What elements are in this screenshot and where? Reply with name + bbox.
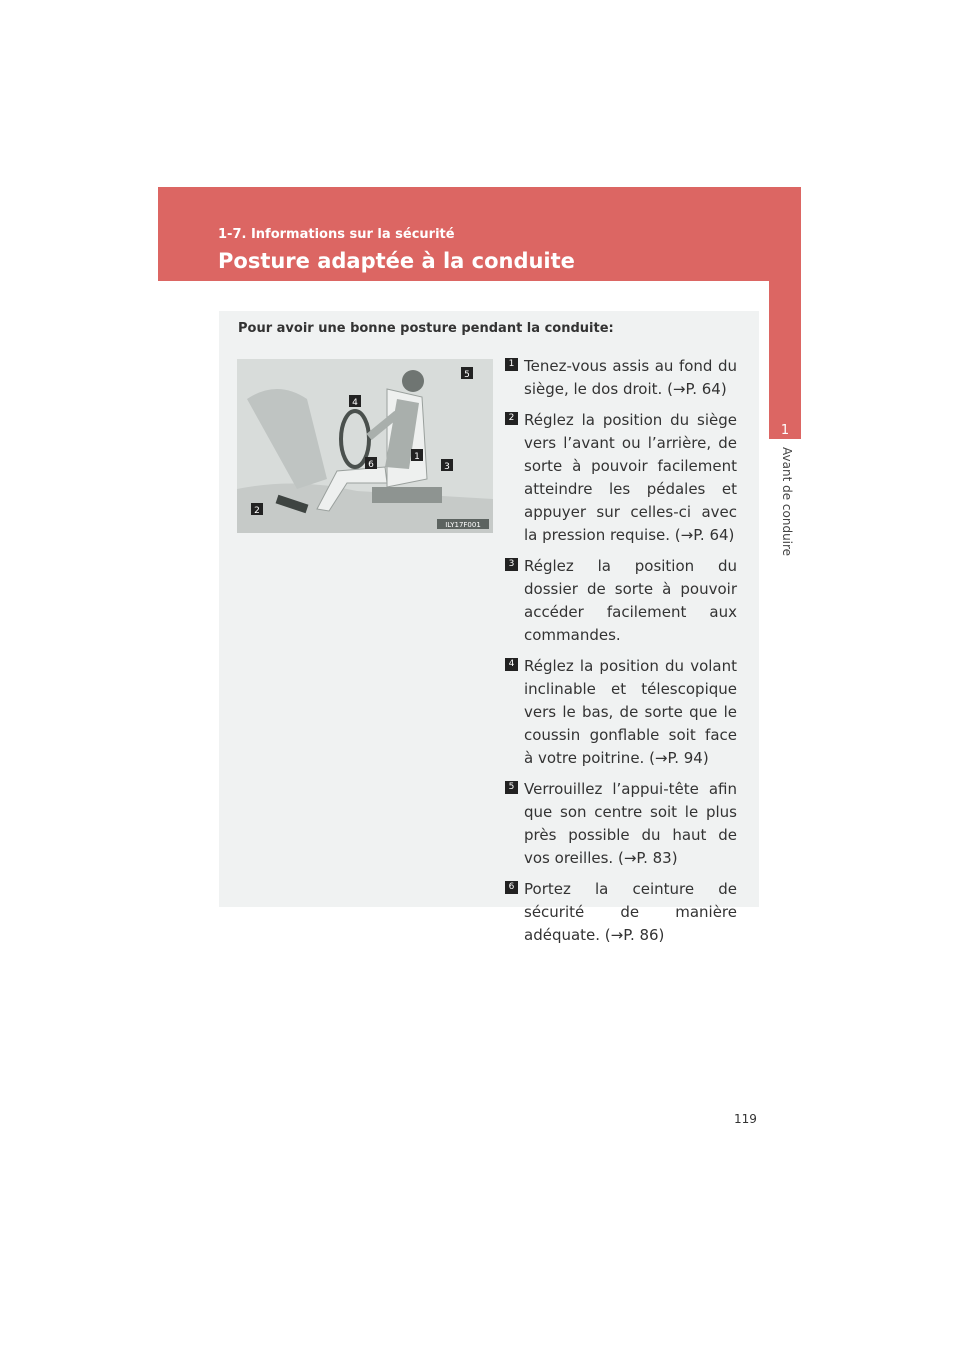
- step-text: Tenez-vous assis au fond du siège, le dos droit. (→P. 64): [524, 357, 737, 398]
- list-item: [505, 409, 737, 547]
- callout-1: 1: [414, 452, 420, 462]
- figure-code: ILY17F001: [445, 521, 481, 529]
- intro-text: Pour avoir une bonne posture pendant la conduite:: [238, 321, 614, 336]
- content-panel: [219, 311, 759, 944]
- page-number: 119: [734, 1112, 757, 1126]
- step-text: Réglez la position du siège vers l’avant ou l’arrière, de sorte à pouvoir facilement atteindre les pédales et appuyer sur celles-ci avec la pression requise. (→P. 64): [524, 411, 737, 544]
- callout-6: 6: [368, 460, 374, 470]
- step-text: Portez la ceinture de sécurité de manière adéquate. (→P. 86): [524, 880, 737, 944]
- list-item: [505, 355, 737, 401]
- step-text: Verrouillez l’appui-tête afin que son centre soit le plus près possible du haut de vos oreilles. (→P. 83): [524, 780, 737, 867]
- step-text: Réglez la position du volant inclinable et télescopique vers le bas, de sorte que le coussin gonflable soit face à votre poitrine. (→P. 94): [524, 657, 737, 767]
- list-item: [505, 778, 737, 870]
- list-item: [505, 655, 737, 770]
- step-number: 4: [505, 658, 518, 671]
- page-title: Posture adaptée à la conduite: [218, 249, 575, 273]
- step-number: 1: [505, 358, 518, 371]
- section-label: 1-7. Informations sur la sécurité: [218, 227, 455, 242]
- step-number: 3: [505, 558, 518, 571]
- driving-posture-illustration: [237, 359, 493, 533]
- section-header: [158, 187, 801, 281]
- callout-3: 3: [444, 462, 450, 472]
- list-item: [505, 878, 737, 947]
- step-text: Réglez la position du dossier de sorte à pouvoir accéder facilement aux commandes.: [524, 557, 737, 644]
- step-number: 5: [505, 781, 518, 794]
- callout-5: 5: [464, 370, 470, 380]
- list-item: [505, 555, 737, 647]
- callout-4: 4: [352, 398, 358, 408]
- step-number: 6: [505, 881, 518, 894]
- chapter-label: Avant de conduire: [780, 447, 794, 557]
- chapter-number: 1: [780, 423, 790, 438]
- callout-2: 2: [254, 506, 260, 516]
- posture-steps-list: [505, 355, 737, 955]
- chapter-tab[interactable]: [769, 187, 801, 439]
- step-number: 2: [505, 412, 518, 425]
